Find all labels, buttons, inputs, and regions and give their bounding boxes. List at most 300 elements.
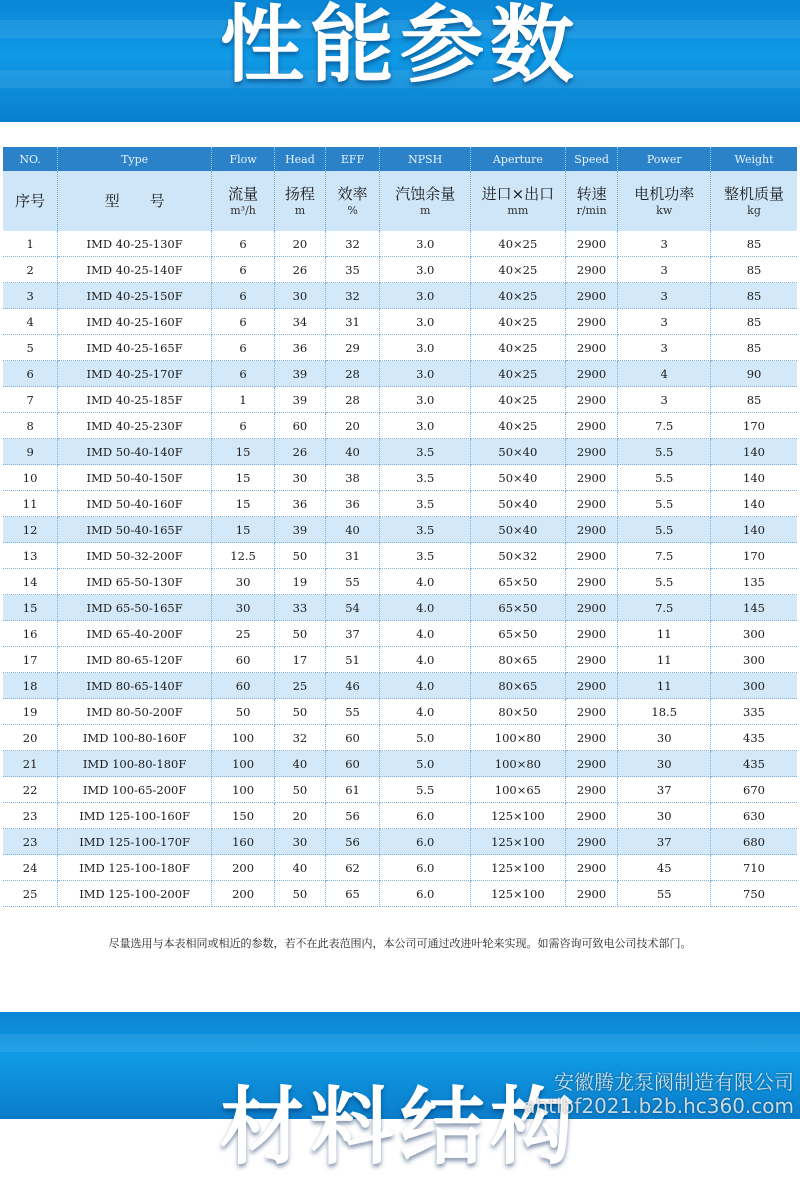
table-cell: 15 <box>211 491 274 517</box>
table-cell: 80×50 <box>470 699 565 725</box>
column-label: 序号 <box>15 192 46 210</box>
table-cell: 20 <box>275 803 326 829</box>
table-cell: 40×25 <box>470 283 565 309</box>
table-cell: 30 <box>618 751 711 777</box>
watermark-company: 安徽腾龙泵阀制造有限公司 <box>554 1070 794 1094</box>
table-cell: 2900 <box>565 283 618 309</box>
table-cell: 50×40 <box>470 439 565 465</box>
table-cell: 8 <box>3 413 58 439</box>
table-cell: 65×50 <box>470 569 565 595</box>
table-cell: IMD 40-25-140F <box>58 257 212 283</box>
table-cell: 125×100 <box>470 803 565 829</box>
table-cell: 3.0 <box>380 309 471 335</box>
table-cell: 2900 <box>565 257 618 283</box>
table-cell: 40×25 <box>470 231 565 257</box>
table-cell: 30 <box>275 283 326 309</box>
table-cell: 25 <box>275 673 326 699</box>
table-cell: IMD 40-25-170F <box>58 361 212 387</box>
table-cell: 335 <box>711 699 797 725</box>
table-cell: 90 <box>711 361 797 387</box>
watermark-url: ahtlbf2021.b2b.hc360.com <box>523 1094 794 1118</box>
table-cell: 2900 <box>565 569 618 595</box>
table-cell: IMD 80-65-140F <box>58 673 212 699</box>
table-cell: 3.5 <box>380 439 471 465</box>
table-cell: 5.5 <box>618 465 711 491</box>
table-cell: 435 <box>711 725 797 751</box>
table-cell: 125×100 <box>470 881 565 907</box>
table-cell: 32 <box>275 725 326 751</box>
table-cell: 135 <box>711 569 797 595</box>
table-cell: 100 <box>211 777 274 803</box>
table-cell: 160 <box>211 829 274 855</box>
column-header: Speed <box>565 147 618 171</box>
column-label: 流量 <box>228 185 259 203</box>
column-label: 扬程 <box>284 185 315 203</box>
table-cell: 65×50 <box>470 621 565 647</box>
table-cell: IMD 125-100-170F <box>58 829 212 855</box>
table-cell: 40×25 <box>470 257 565 283</box>
column-header: NPSH <box>380 147 471 171</box>
table-row <box>3 829 797 855</box>
table-cell: 61 <box>325 777 380 803</box>
table-cell: 5 <box>3 335 58 361</box>
table-row <box>3 543 797 569</box>
table-cell: 2 <box>3 257 58 283</box>
table-cell: 54 <box>325 595 380 621</box>
table-cell: IMD 100-80-160F <box>58 725 212 751</box>
column-header: Aperture <box>470 147 565 171</box>
table-cell: 2900 <box>565 647 618 673</box>
table-row <box>3 699 797 725</box>
table-cell: 50×40 <box>470 465 565 491</box>
table-cell: 40×25 <box>470 413 565 439</box>
table-cell: 36 <box>275 491 326 517</box>
table-cell: 4 <box>3 309 58 335</box>
table-row <box>3 881 797 907</box>
table-cell: 2900 <box>565 491 618 517</box>
table-cell: 200 <box>211 855 274 881</box>
header-row-chinese <box>3 171 797 231</box>
table-cell: 2900 <box>565 309 618 335</box>
table-cell: 85 <box>711 257 797 283</box>
table-row <box>3 335 797 361</box>
table-cell: 26 <box>275 439 326 465</box>
table-cell: 140 <box>711 491 797 517</box>
table-cell: 6 <box>211 361 274 387</box>
table-cell: 12.5 <box>211 543 274 569</box>
table-cell: 2900 <box>565 777 618 803</box>
table-cell: 37 <box>618 777 711 803</box>
table-cell: 29 <box>325 335 380 361</box>
table-cell: IMD 40-25-185F <box>58 387 212 413</box>
table-cell: 4 <box>618 361 711 387</box>
table-cell: 3.0 <box>380 231 471 257</box>
table-cell: 2900 <box>565 829 618 855</box>
table-cell: 31 <box>325 543 380 569</box>
table-cell: 5.5 <box>618 517 711 543</box>
table-cell: 18 <box>3 673 58 699</box>
table-cell: IMD 50-40-160F <box>58 491 212 517</box>
table-cell: 9 <box>3 439 58 465</box>
table-cell: 15 <box>3 595 58 621</box>
table-cell: 2900 <box>565 335 618 361</box>
table-cell: 2900 <box>565 595 618 621</box>
column-header: NO. <box>3 147 58 171</box>
table-cell: 51 <box>325 647 380 673</box>
table-row <box>3 803 797 829</box>
table-cell: 32 <box>325 283 380 309</box>
table-cell: 300 <box>711 621 797 647</box>
table-cell: 26 <box>275 257 326 283</box>
footnote: 尽量选用与本表相同或相近的参数，若不在此表范围内，本公司可通过改进叶轮来实现。如需咨询可致电公司技术部门。 <box>108 937 692 950</box>
table-cell: 7.5 <box>618 595 711 621</box>
column-header: Head <box>275 147 326 171</box>
table-row <box>3 309 797 335</box>
table-cell: 23 <box>3 829 58 855</box>
table-cell: 710 <box>711 855 797 881</box>
column-label: 转速 <box>576 185 607 203</box>
table-cell: 5.0 <box>380 725 471 751</box>
table-cell: IMD 40-25-150F <box>58 283 212 309</box>
table-cell: 4.0 <box>380 595 471 621</box>
section-title: 性能参数 <box>219 0 580 94</box>
table-cell: IMD 40-25-165F <box>58 335 212 361</box>
table-cell: 19 <box>3 699 58 725</box>
watermark <box>523 1070 794 1118</box>
table-cell: IMD 50-40-140F <box>58 439 212 465</box>
table-cell: 85 <box>711 387 797 413</box>
column-unit: m <box>419 204 431 217</box>
table-cell: 60 <box>275 413 326 439</box>
table-row <box>3 621 797 647</box>
table-cell: 2900 <box>565 387 618 413</box>
table-row <box>3 595 797 621</box>
table-cell: IMD 125-100-160F <box>58 803 212 829</box>
table-cell: 50 <box>275 621 326 647</box>
table-cell: IMD 125-100-200F <box>58 881 212 907</box>
table-cell: 4.0 <box>380 699 471 725</box>
table-cell: IMD 80-65-120F <box>58 647 212 673</box>
table-cell: 2900 <box>565 699 618 725</box>
table-cell: 3.5 <box>380 543 471 569</box>
column-label: 效率 <box>337 185 368 203</box>
table-cell: 60 <box>325 751 380 777</box>
table-cell: IMD 100-65-200F <box>58 777 212 803</box>
table-cell: 435 <box>711 751 797 777</box>
table-cell: 50 <box>211 699 274 725</box>
header-row-english <box>3 147 797 171</box>
table-cell: 140 <box>711 517 797 543</box>
column-header: Flow <box>211 147 274 171</box>
table-cell: 22 <box>3 777 58 803</box>
table-row <box>3 231 797 257</box>
column-label: 进口×出口 <box>481 185 555 203</box>
table-cell: 50 <box>275 777 326 803</box>
column-header-cn <box>711 171 797 231</box>
table-cell: 38 <box>325 465 380 491</box>
column-unit: m³/h <box>230 204 256 217</box>
table-cell: 100×65 <box>470 777 565 803</box>
table-cell: 3 <box>3 283 58 309</box>
table-cell: 56 <box>325 803 380 829</box>
table-cell: 3.0 <box>380 335 471 361</box>
table-cell: 12 <box>3 517 58 543</box>
table-cell: 3.0 <box>380 413 471 439</box>
table-cell: 170 <box>711 413 797 439</box>
table-cell: 62 <box>325 855 380 881</box>
column-header-cn <box>275 171 326 231</box>
banner-stripe <box>0 1034 800 1052</box>
table-cell: IMD 100-80-180F <box>58 751 212 777</box>
table-cell: 39 <box>275 517 326 543</box>
table-row <box>3 751 797 777</box>
table-cell: 36 <box>275 335 326 361</box>
table-row <box>3 647 797 673</box>
column-label: 整机质量 <box>724 185 785 203</box>
table-cell: 50×32 <box>470 543 565 569</box>
table-cell: 39 <box>275 361 326 387</box>
table-cell: 170 <box>711 543 797 569</box>
table-cell: 6 <box>211 309 274 335</box>
table-row <box>3 673 797 699</box>
table-row <box>3 413 797 439</box>
table-cell: 145 <box>711 595 797 621</box>
table-row <box>3 517 797 543</box>
table-cell: 40 <box>275 855 326 881</box>
table-cell: 30 <box>275 465 326 491</box>
table-cell: 4.0 <box>380 673 471 699</box>
table-cell: 2900 <box>565 361 618 387</box>
table-cell: 85 <box>711 231 797 257</box>
table-cell: 20 <box>325 413 380 439</box>
table-cell: 15 <box>211 439 274 465</box>
table-cell: 80×65 <box>470 647 565 673</box>
table-cell: IMD 65-50-165F <box>58 595 212 621</box>
table-cell: 56 <box>325 829 380 855</box>
table-cell: 3.0 <box>380 257 471 283</box>
table-cell: 2900 <box>565 231 618 257</box>
table-cell: 40 <box>325 439 380 465</box>
table-cell: 10 <box>3 465 58 491</box>
table-cell: 35 <box>325 257 380 283</box>
section-title: 材料结构 <box>219 1078 580 1176</box>
table-cell: 140 <box>711 439 797 465</box>
table-cell: 140 <box>711 465 797 491</box>
table-cell: 5.5 <box>380 777 471 803</box>
table-cell: 2900 <box>565 621 618 647</box>
table-cell: IMD 125-100-180F <box>58 855 212 881</box>
table-cell: 25 <box>211 621 274 647</box>
table-cell: 2900 <box>565 439 618 465</box>
column-label: 型 号 <box>104 192 165 210</box>
column-header: Type <box>58 147 212 171</box>
table-cell: 18.5 <box>618 699 711 725</box>
table-cell: 30 <box>211 595 274 621</box>
table-cell: 150 <box>211 803 274 829</box>
table-cell: 30 <box>618 725 711 751</box>
table-cell: 17 <box>3 647 58 673</box>
table-cell: 6 <box>211 335 274 361</box>
table-cell: 30 <box>618 803 711 829</box>
table-row <box>3 855 797 881</box>
table-cell: 13 <box>3 543 58 569</box>
column-unit: % <box>347 204 358 217</box>
table-cell: 65×50 <box>470 595 565 621</box>
table-cell: 65 <box>325 881 380 907</box>
table-cell: 17 <box>275 647 326 673</box>
table-cell: 6 <box>211 413 274 439</box>
table-cell: 15 <box>211 517 274 543</box>
table-cell: 60 <box>211 647 274 673</box>
table-cell: 1 <box>211 387 274 413</box>
table-cell: 37 <box>325 621 380 647</box>
table-cell: 3 <box>618 283 711 309</box>
table-cell: 28 <box>325 387 380 413</box>
table-cell: 6.0 <box>380 855 471 881</box>
column-unit: kg <box>747 204 761 217</box>
top-banner <box>0 0 800 122</box>
table-cell: 3 <box>618 231 711 257</box>
table-cell: 6 <box>211 283 274 309</box>
column-header-cn <box>470 171 565 231</box>
table-cell: 680 <box>711 829 797 855</box>
table-cell: 7.5 <box>618 413 711 439</box>
table-cell: 5.5 <box>618 491 711 517</box>
table-cell: IMD 50-32-200F <box>58 543 212 569</box>
column-unit: mm <box>507 204 529 217</box>
table-row <box>3 283 797 309</box>
table-cell: 6 <box>3 361 58 387</box>
table-cell: IMD 40-25-160F <box>58 309 212 335</box>
table-cell: 46 <box>325 673 380 699</box>
table-cell: 200 <box>211 881 274 907</box>
table-cell: 5.0 <box>380 751 471 777</box>
table-cell: 300 <box>711 673 797 699</box>
table-cell: 670 <box>711 777 797 803</box>
table-cell: 125×100 <box>470 829 565 855</box>
table-cell: 50 <box>275 543 326 569</box>
table-cell: 60 <box>211 673 274 699</box>
table-cell: 3 <box>618 387 711 413</box>
table-cell: 3.5 <box>380 517 471 543</box>
table-cell: 36 <box>325 491 380 517</box>
table-cell: 2900 <box>565 751 618 777</box>
column-header: Weight <box>711 147 797 171</box>
table-cell: 30 <box>211 569 274 595</box>
column-unit: m <box>294 204 306 217</box>
table-cell: 3 <box>618 309 711 335</box>
table-cell: 2900 <box>565 855 618 881</box>
table-cell: 85 <box>711 283 797 309</box>
table-cell: 3.5 <box>380 465 471 491</box>
column-header-cn <box>325 171 380 231</box>
table-cell: 33 <box>275 595 326 621</box>
column-label: 汽蚀余量 <box>395 185 456 203</box>
table-cell: 3 <box>618 257 711 283</box>
column-header-cn <box>380 171 471 231</box>
table-cell: 40×25 <box>470 387 565 413</box>
table-cell: 14 <box>3 569 58 595</box>
table-cell: 15 <box>211 465 274 491</box>
table-cell: 50 <box>275 881 326 907</box>
performance-table <box>3 147 797 907</box>
table-cell: 2900 <box>565 413 618 439</box>
table-cell: IMD 40-25-230F <box>58 413 212 439</box>
table-cell: 37 <box>618 829 711 855</box>
table-cell: 5.5 <box>618 439 711 465</box>
table-cell: 6.0 <box>380 881 471 907</box>
table-cell: 2900 <box>565 725 618 751</box>
column-header-cn <box>618 171 711 231</box>
table-cell: 3.0 <box>380 387 471 413</box>
table-cell: IMD 50-40-150F <box>58 465 212 491</box>
table-cell: 2900 <box>565 803 618 829</box>
table-cell: 40×25 <box>470 309 565 335</box>
table-cell: 2900 <box>565 517 618 543</box>
table-cell: 630 <box>711 803 797 829</box>
table-cell: IMD 40-25-130F <box>58 231 212 257</box>
table-cell: 4.0 <box>380 647 471 673</box>
table-cell: 100×80 <box>470 751 565 777</box>
table-cell: 50×40 <box>470 517 565 543</box>
table-cell: 28 <box>325 361 380 387</box>
table-row <box>3 465 797 491</box>
column-header-cn <box>565 171 618 231</box>
table-cell: 31 <box>325 309 380 335</box>
table-cell: 4.0 <box>380 569 471 595</box>
table-row <box>3 777 797 803</box>
table-cell: 25 <box>3 881 58 907</box>
table-cell: 85 <box>711 335 797 361</box>
table-body <box>3 231 797 907</box>
table-cell: 11 <box>3 491 58 517</box>
table-cell: 2900 <box>565 881 618 907</box>
table-cell: IMD 65-50-130F <box>58 569 212 595</box>
table-cell: 50 <box>275 699 326 725</box>
table-cell: 6.0 <box>380 829 471 855</box>
table-cell: 3.0 <box>380 283 471 309</box>
table-cell: 3 <box>618 335 711 361</box>
table-cell: 30 <box>275 829 326 855</box>
table-cell: 2900 <box>565 543 618 569</box>
table-cell: 1 <box>3 231 58 257</box>
column-header-cn <box>3 171 58 231</box>
table-row <box>3 361 797 387</box>
table-cell: 40 <box>275 751 326 777</box>
table-cell: 32 <box>325 231 380 257</box>
table-cell: 24 <box>3 855 58 881</box>
table-cell: 7.5 <box>618 543 711 569</box>
table-cell: IMD 50-40-165F <box>58 517 212 543</box>
table-row <box>3 439 797 465</box>
table-cell: 85 <box>711 309 797 335</box>
table-cell: 11 <box>618 621 711 647</box>
column-header: EFF <box>325 147 380 171</box>
table-cell: 3.0 <box>380 361 471 387</box>
table-cell: 55 <box>618 881 711 907</box>
table-row <box>3 725 797 751</box>
table-cell: 6.0 <box>380 803 471 829</box>
table-cell: 55 <box>325 699 380 725</box>
table-cell: 55 <box>325 569 380 595</box>
table-cell: 6 <box>211 231 274 257</box>
column-unit: kw <box>656 204 673 217</box>
table-cell: 20 <box>3 725 58 751</box>
table-cell: 2900 <box>565 673 618 699</box>
table-cell: IMD 80-50-200F <box>58 699 212 725</box>
table-cell: 100 <box>211 751 274 777</box>
table-row <box>3 569 797 595</box>
